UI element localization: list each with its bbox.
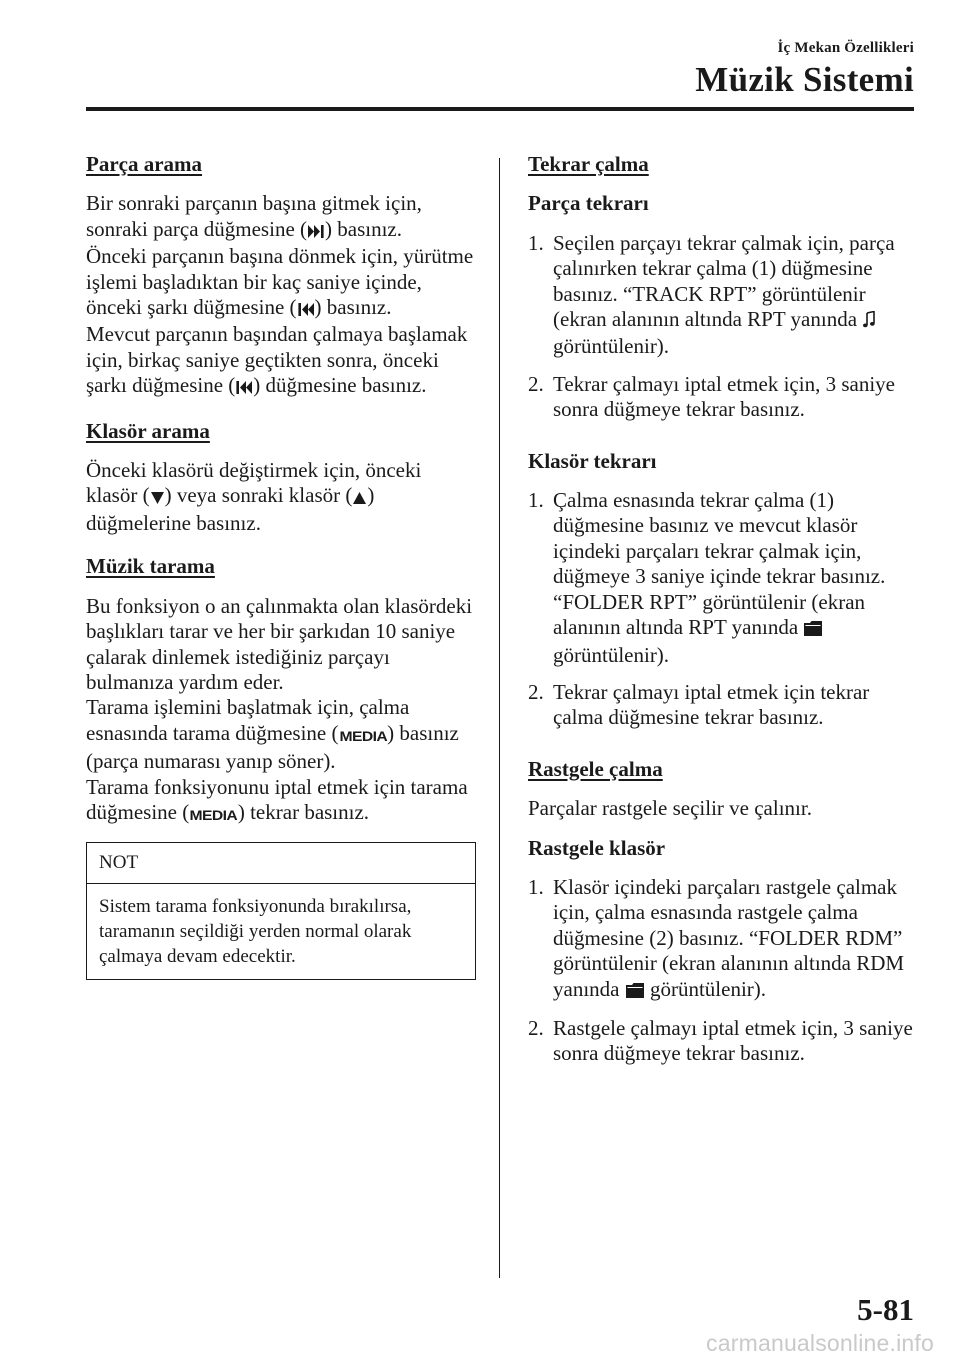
paragraph: Bu fonksiyon o an çalınmakta olan klasördeki başlıkları tarar ve her bir şarkıdan 10 saniye çalarak dinlemek istediğiniz parçayı bulmanıza yardım eder.: [86, 593, 473, 694]
note-title: NOT: [87, 843, 475, 884]
folder-up-icon: [353, 485, 366, 510]
next-track-icon: [308, 219, 324, 244]
paragraph: Önceki parçanın başına dönmek için, yürütme işlemi başladıktan bir kaç saniye içinde, önceki şarkı düğmesine ( ) basınız.: [86, 244, 476, 322]
left-column: [86, 152, 476, 980]
section-title-rastgele-calma: Rastgele çalma: [528, 756, 663, 781]
list-item: 1. Çalma esnasında tekrar çalma (1) düğmesine basınız ve mevcut klasör içindeki parçaları tekrar çalmak için, düğmeye 3 saniye içinde tekrar basınız. “FOLDER RPT” görüntülenir (ekran alanının altında RPT yanında görüntülenir).: [528, 488, 886, 667]
list-item: 1. Seçilen parçayı tekrar çalmak için, parça çalınırken tekrar çalma (1) düğmesine basınız. “TRACK RPT” görüntülenir (ekran alanının altında RPT yanında görüntülenir).: [528, 230, 895, 359]
section-title-tekrar-calma: Tekrar çalma: [528, 152, 649, 176]
section-title-klasor-arama: Klasör arama: [86, 418, 210, 443]
list-number: 2.: [528, 679, 544, 704]
media-button-icon: MEDIA: [338, 727, 387, 744]
paragraph: Önceki klasörü değiştirmek için, önceki klasör ( ) veya sonraki klasör ( ) düğmelerine basınız.: [86, 458, 422, 535]
music-note-icon: [863, 309, 875, 334]
subsection-title-rastgele-klasor: Rastgele klasör: [528, 835, 666, 860]
watermark: carmanualsonline.info: [706, 1330, 934, 1356]
subsection-title-parca-tekrari: Parça tekrarı: [528, 191, 649, 216]
page-title: Müzik Sistemi: [695, 60, 914, 99]
folder-down-icon: [151, 485, 164, 510]
list-number: 1.: [528, 874, 544, 899]
header-rule: [86, 107, 914, 111]
paragraph: Mevcut parçanın başından çalmaya başlamak için, birkaç saniye geçtikten sonra, önceki şarkı düğmesine ( ) düğmesine basınız.: [86, 322, 476, 400]
list-item: 2. Rastgele çalmayı iptal etmek için, 3 saniye sonra düğmeye tekrar basınız.: [528, 1015, 913, 1066]
list-number: 2.: [528, 1015, 544, 1040]
subsection-title-klasor-tekrari: Klasör tekrarı: [528, 448, 657, 473]
list-number: 1.: [528, 488, 544, 513]
list-item: 2. Tekrar çalmayı iptal etmek için, 3 saniye sonra düğmeye tekrar basınız.: [528, 371, 895, 422]
column-divider: [499, 158, 500, 1278]
list-number: 2.: [528, 371, 544, 396]
note-body: Sistem tarama fonksiyonunda bırakılırsa, taramanın seçildiği yerden normal olarak çalmaya devam edecektir.: [99, 896, 412, 968]
section-title-muzik-tarama: Müzik tarama: [86, 554, 215, 579]
list-number: 1.: [528, 230, 544, 255]
previous-track-icon: [298, 297, 314, 322]
section-title-parca-arama: Parça arama: [86, 152, 203, 176]
previous-track-icon: [236, 375, 252, 400]
header-section-label: İç Mekan Özellikleri: [777, 40, 914, 56]
paragraph: Tarama işlemini başlatmak için, çalma esnasında tarama düğmesine (MEDIA) basınız (parça numarası yanıp söner).: [86, 695, 459, 774]
right-column: [528, 152, 923, 1079]
folder-icon: [804, 617, 822, 642]
media-button-icon: MEDIA: [189, 806, 238, 823]
paragraph: Tarama fonksiyonunu iptal etmek için tarama düğmesine (MEDIA) tekrar basınız.: [86, 775, 476, 829]
list-item: 1. Klasör içindeki parçaları rastgele çalmak için, çalma esnasında rastgele çalma düğmesine (2) basınız. “FOLDER RDM” görüntülenir (ekran alanının altında RDM yanında görüntülenir).: [528, 875, 923, 1004]
list-item: 2. Tekrar çalmayı iptal etmek için tekrar çalma düğmesine tekrar basınız.: [528, 679, 870, 730]
folder-icon: [626, 979, 644, 1004]
paragraph: Parçalar rastgele seçilir ve çalınır.: [528, 796, 812, 821]
note-box: [86, 842, 476, 980]
paragraph: Bir sonraki parçanın başına gitmek için, sonraki parça düğmesine ( ) basınız.: [86, 191, 476, 244]
page-number: 5-81: [857, 1292, 914, 1327]
